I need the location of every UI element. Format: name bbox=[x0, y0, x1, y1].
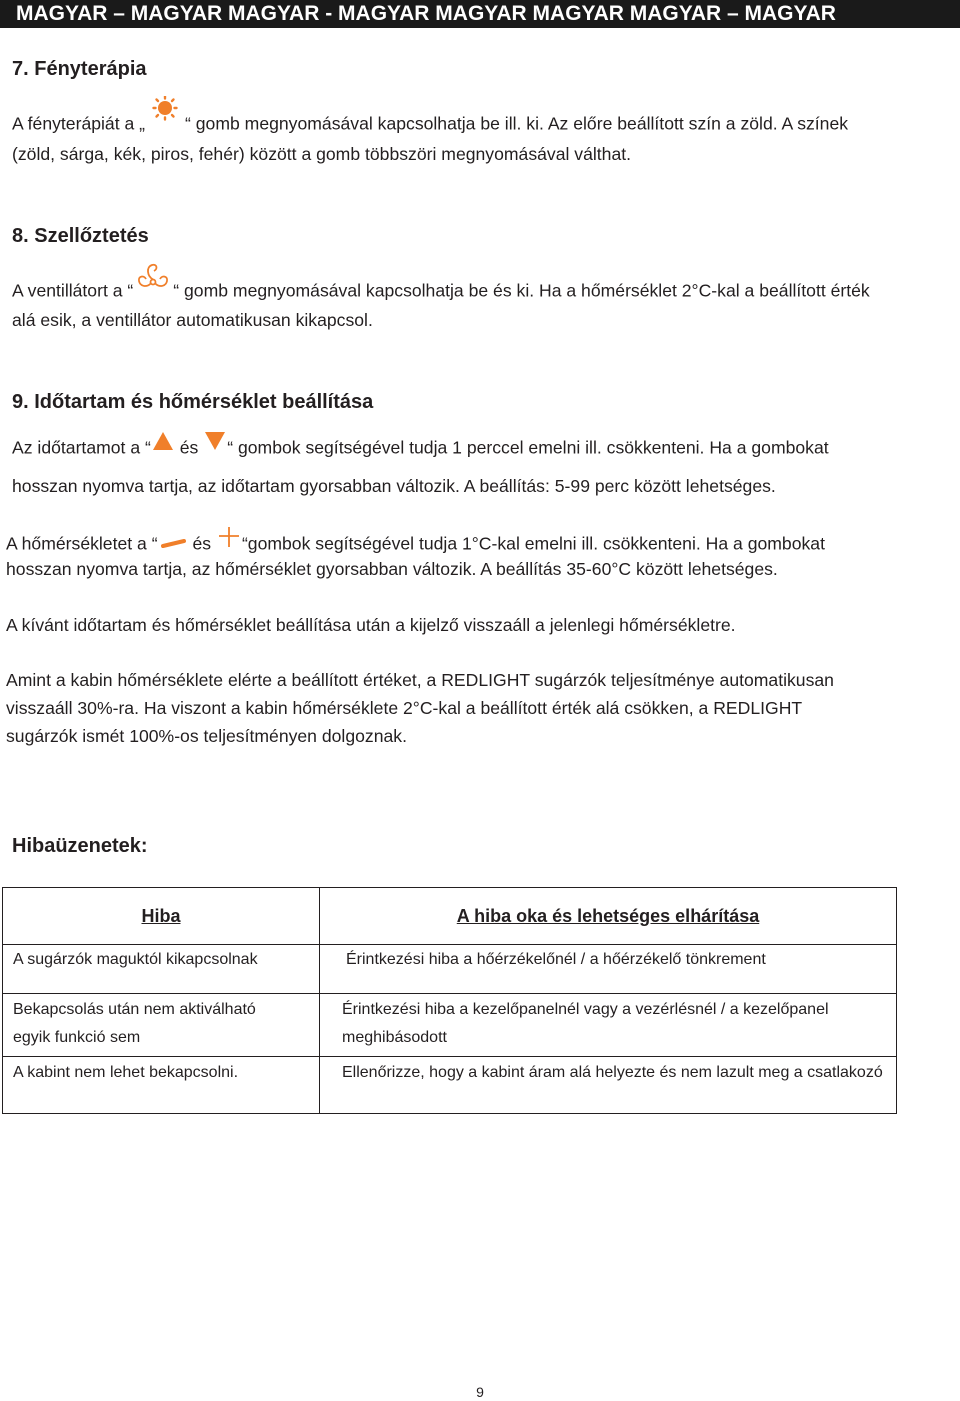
fan-icon bbox=[133, 262, 173, 298]
hiba-cell bbox=[3, 994, 320, 1057]
page-number: 9 bbox=[476, 1384, 484, 1400]
error-messages-title: Hibaüzenetek: bbox=[12, 835, 148, 857]
cause-cell bbox=[320, 994, 897, 1057]
section-9-line-2: hosszan nyomva tartja, az időtartam gyorsabban változik. A beállítás: 5-99 perc között lehetséges. bbox=[12, 476, 776, 496]
redlight-line-1: Amint a kabin hőmérséklete elérte a beállított értéket, a REDLIGHT sugárzók teljesítménye automatikusan bbox=[6, 670, 834, 690]
s9-text-b: és bbox=[174, 437, 204, 458]
section-9-line-1 bbox=[12, 437, 829, 461]
s8-text-a: A ventillátort a “ bbox=[12, 280, 134, 301]
cause-cell bbox=[320, 945, 897, 994]
cause-cell bbox=[320, 1057, 897, 1114]
section-7-line-2: (zöld, sárga, kék, piros, fehér) között a gomb többszöri megnyomásával válthat. bbox=[12, 144, 632, 164]
hiba-cell bbox=[3, 1057, 320, 1114]
display-return-paragraph: A kívánt időtartam és hőmérséklet beállítása után a kijelző visszaáll a jelenlegi hőmérsékletre. bbox=[6, 615, 736, 635]
hiba-text: A sugárzók maguktól kikapcsolnak bbox=[13, 951, 258, 968]
section-9-heading: 9. Időtartam és hőmérséklet beállítása bbox=[12, 391, 374, 413]
section-8-heading: 8. Szellőztetés bbox=[12, 225, 149, 247]
s9-text-a: Az időtartamot a “ bbox=[12, 437, 151, 458]
sun-icon bbox=[145, 96, 185, 130]
section-7-line-1 bbox=[12, 108, 848, 142]
s7-text-b: “ gomb megnyomásával kapcsolhatja be ill. ki. Az előre beállított szín a zöld. A színek bbox=[185, 113, 849, 134]
hiba-text: Bekapcsolás után nem aktiválható egyik funkció sem bbox=[13, 1001, 256, 1046]
hiba-text: A kabint nem lehet bekapcsolni. bbox=[13, 1064, 239, 1081]
hiba-cell bbox=[3, 945, 320, 994]
temp-text-c: “gombok segítségével tudja 1°C-kal emelni ill. csökkenteni. Ha a gombokat bbox=[241, 533, 825, 554]
redlight-line-2: visszaáll 30%-ra. Ha viszont a kabin hőmérséklete 2°C-kal a beállított érték alá csökken, a REDLIGHT bbox=[6, 698, 803, 718]
arrow-down-icon bbox=[203, 429, 227, 453]
temp-text-b: és bbox=[187, 533, 216, 554]
temp-text-a: A hőmérsékletet a “ bbox=[6, 533, 158, 554]
temperature-line-2: hosszan nyomva tartja, az hőmérséklet gyorsabban változik. A beállítás 35-60°C között lehetséges. bbox=[6, 559, 778, 579]
table-row bbox=[3, 994, 897, 1057]
language-banner: MAGYAR – MAGYAR MAGYAR - MAGYAR MAGYAR MAGYAR MAGYAR – MAGYAR bbox=[0, 0, 960, 28]
s7-text-a: A fényterápiát a „ bbox=[12, 113, 146, 134]
s8-text-b: “ gomb megnyomásával kapcsolhatja be és ki. Ha a hőmérséklet 2°C-kal a beállított érték bbox=[173, 280, 870, 301]
plus-icon bbox=[216, 525, 242, 549]
section-8-line-1 bbox=[12, 274, 870, 310]
arrow-up-icon bbox=[151, 429, 175, 453]
cause-text: Érintkezési hiba a kezelőpanelnél vagy a vezérlésnél / a kezelőpanel meghibásodott bbox=[342, 1001, 829, 1046]
cause-text: Ellenőrizze, hogy a kabint áram alá helyezte és nem lazult meg a csatlakozó bbox=[342, 1064, 883, 1081]
redlight-line-3: sugárzók ismét 100%-os teljesítményen dolgoznak. bbox=[6, 726, 407, 746]
table-row bbox=[3, 1057, 897, 1114]
s9-text-c: “ gombok segítségével tudja 1 perccel emelni ill. csökkenteni. Ha a gombokat bbox=[227, 437, 829, 458]
table-header-row bbox=[3, 888, 897, 945]
column-header-cause: A hiba oka és lehetséges elhárítása bbox=[320, 888, 897, 945]
temperature-line-1 bbox=[6, 533, 825, 557]
section-8-line-2: alá esik, a ventillátor automatikusan kikapcsol. bbox=[12, 310, 373, 330]
section-7-heading: 7. Fényterápia bbox=[12, 58, 147, 80]
error-table bbox=[2, 887, 897, 1114]
minus-icon bbox=[158, 533, 188, 553]
column-header-hiba: Hiba bbox=[3, 888, 320, 945]
cause-text: Érintkezési hiba a hőérzékelőnél / a hőérzékelő tönkrement bbox=[346, 951, 766, 968]
table-row bbox=[3, 945, 897, 994]
